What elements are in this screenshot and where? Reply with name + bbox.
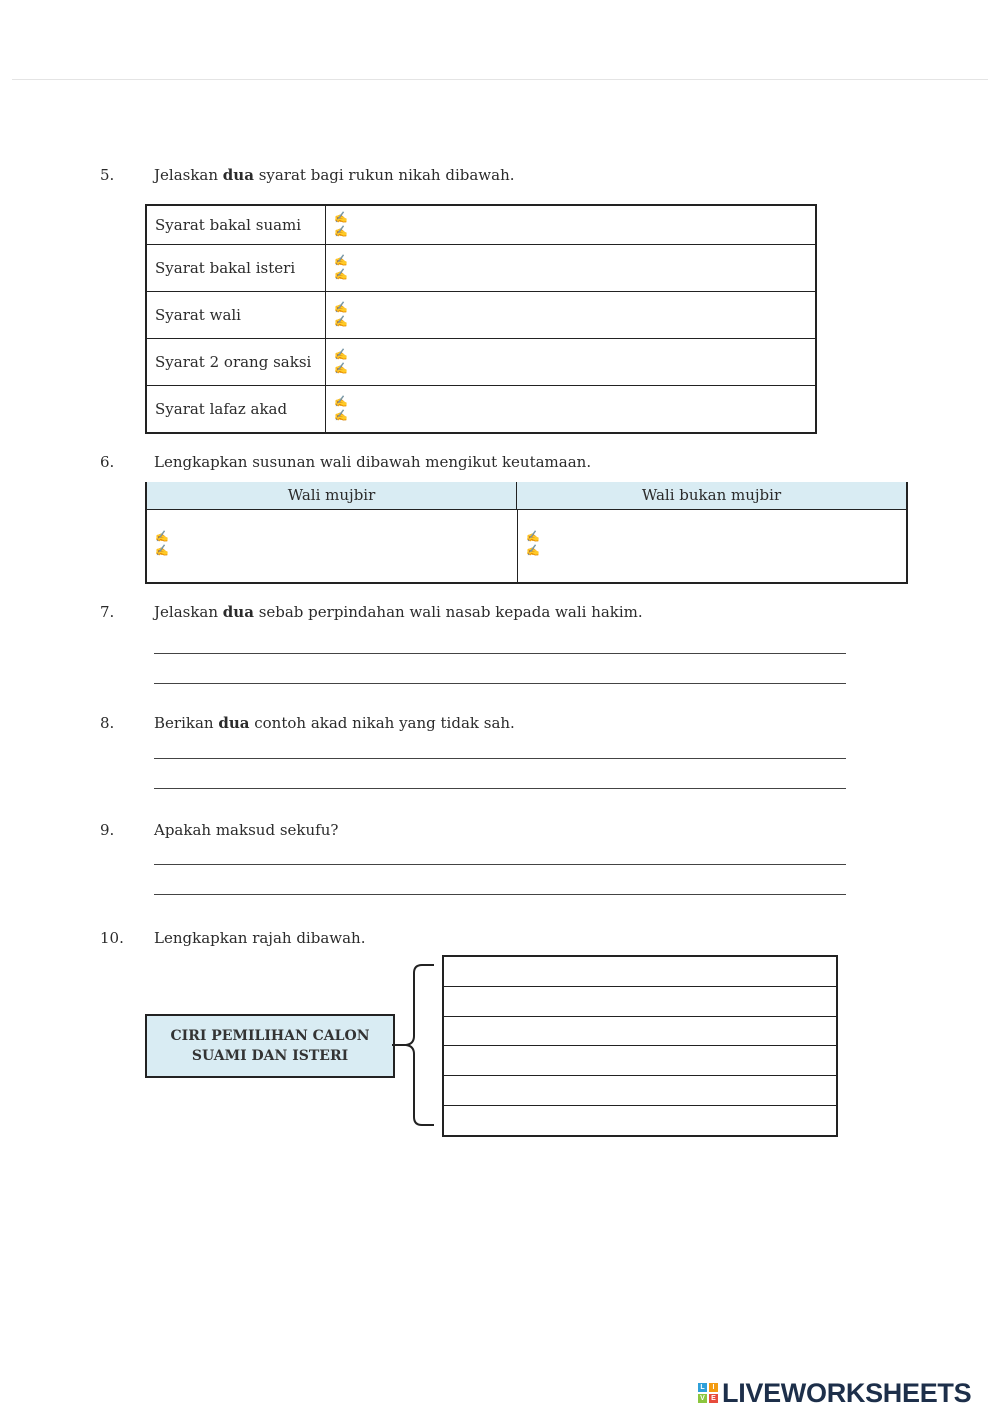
header-wali-bukan-mujbir: Wali bukan mujbir <box>641 486 782 504</box>
answer-line[interactable] <box>154 894 846 895</box>
q5-number: 5. <box>100 166 115 184</box>
q6-table <box>145 482 908 584</box>
pencil-icon: ✍ <box>526 544 540 557</box>
q8-text: Berikan dua contoh akad nikah yang tidak sah. <box>154 714 515 732</box>
diagram-center-box <box>145 1014 395 1078</box>
q7-number: 7. <box>100 603 115 621</box>
liveworksheets-logo-icon: L I V E <box>698 1383 718 1403</box>
q6-number: 6. <box>100 453 115 471</box>
pencil-icon: ✍ <box>155 544 169 557</box>
q8-number: 8. <box>100 714 115 732</box>
diagram-answer-row[interactable] <box>444 1045 836 1075</box>
answer-cell[interactable] <box>326 386 815 432</box>
pencil-icon: ✍ <box>334 301 348 314</box>
diagram-answer-row[interactable] <box>444 986 836 1016</box>
table-row <box>147 385 815 432</box>
q9-text: Apakah maksud sekufu? <box>154 821 339 839</box>
answer-cell[interactable] <box>326 292 815 338</box>
liveworksheets-logo[interactable] <box>698 1377 971 1409</box>
q10-text: Lengkapkan rajah dibawah. <box>154 929 366 947</box>
row-label: Syarat lafaz akad <box>147 386 326 432</box>
diagram-answer-row[interactable] <box>444 1075 836 1105</box>
answer-cell[interactable] <box>326 245 815 291</box>
row-label: Syarat wali <box>147 292 326 338</box>
table-row <box>147 338 815 385</box>
answer-line[interactable] <box>154 653 846 654</box>
pencil-icon: ✍ <box>334 315 348 328</box>
table-header <box>147 482 906 510</box>
pencil-icon: ✍ <box>334 348 348 361</box>
diagram-answer-table <box>442 955 838 1137</box>
pencil-icon: ✍ <box>334 268 348 281</box>
q6-text: Lengkapkan susunan wali dibawah mengikut keutamaan. <box>154 453 592 471</box>
table-row <box>147 206 815 244</box>
answer-line[interactable] <box>154 864 846 865</box>
answer-cell[interactable] <box>326 339 815 385</box>
row-label: Syarat 2 orang saksi <box>147 339 326 385</box>
q10-number: 10. <box>100 929 124 947</box>
row-label: Syarat bakal isteri <box>147 245 326 291</box>
top-divider <box>12 79 988 80</box>
diagram-answer-row[interactable] <box>444 1105 836 1135</box>
diagram-answer-row[interactable] <box>444 1016 836 1046</box>
header-wali-mujbir: Wali mujbir <box>147 482 517 509</box>
diagram-box-line2: SUAMI DAN ISTERI <box>191 1048 349 1064</box>
logo-text: LIVEWORKSHEETS <box>722 1377 972 1408</box>
diagram-answer-row[interactable] <box>444 957 836 986</box>
table-row <box>147 244 815 291</box>
diagram-box-line1: CIRI PEMILIHAN CALON <box>170 1028 370 1044</box>
row-label: Syarat bakal suami <box>147 206 326 244</box>
answer-cell[interactable] <box>326 206 815 244</box>
table-row <box>147 291 815 338</box>
table-row <box>147 510 906 582</box>
answer-line[interactable] <box>154 758 846 759</box>
pencil-icon: ✍ <box>334 362 348 375</box>
q5-text: Jelaskan dua syarat bagi rukun nikah dibawah. <box>154 166 515 184</box>
answer-line[interactable] <box>154 788 846 789</box>
answer-cell[interactable] <box>518 510 906 582</box>
pencil-icon: ✍ <box>334 211 348 224</box>
q5-table <box>145 204 817 434</box>
answer-line[interactable] <box>154 683 846 684</box>
answer-cell[interactable] <box>147 510 518 582</box>
pencil-icon: ✍ <box>334 254 348 267</box>
pencil-icon: ✍ <box>334 409 348 422</box>
q7-text: Jelaskan dua sebab perpindahan wali nasab kepada wali hakim. <box>154 603 643 621</box>
pencil-icon: ✍ <box>334 395 348 408</box>
q9-number: 9. <box>100 821 115 839</box>
pencil-icon: ✍ <box>526 530 540 543</box>
pencil-icon: ✍ <box>155 530 169 543</box>
pencil-icon: ✍ <box>334 225 348 238</box>
brace-connector <box>392 960 442 1130</box>
